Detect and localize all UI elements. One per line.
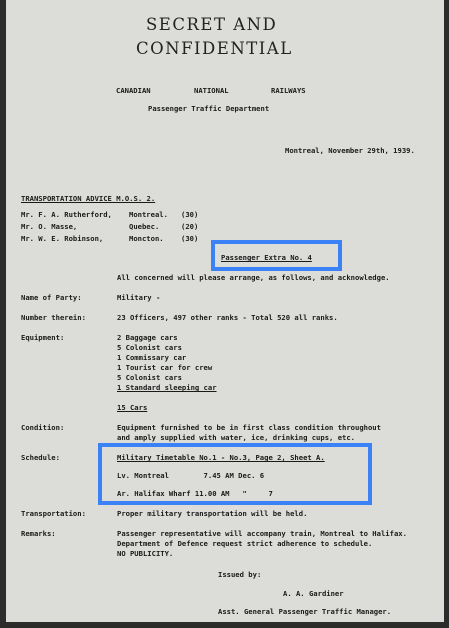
condition-line-2: and amply supplied with water, ice, drinking cups, etc. [117,433,355,442]
highlight-schedule [98,443,372,505]
schedule-departure: Lv. Montreal 7.45 AM Dec. 6 [117,471,265,480]
org-national: NATIONAL [194,86,229,95]
equipment-item: 1 Standard sleeping car [117,383,217,392]
schedule-title: Military Timetable No.1 - No.3, Page 2, Sheet A. [117,453,325,462]
party-value: Military - [117,293,161,302]
title-line-2: CONFIDENTIAL [136,39,293,58]
recipient-3-city: Moncton. [129,234,164,243]
condition-line-1: Equipment furnished to be in first class condition throughout [117,423,381,432]
cars-total: 15 Cars [117,403,148,412]
document-date: Montreal, November 29th, 1939. [285,146,415,155]
remarks-label: Remarks: [21,529,56,538]
number-label: Number therein: [21,313,86,322]
scan-edge-right [444,0,449,628]
equipment-item: 1 Tourist car for crew [117,363,213,372]
transportation-value: Proper military transportation will be held. [117,509,308,518]
remarks-line-1: Passenger representative will accompany train, Montreal to Halifax. [117,529,407,538]
recipient-3-count: (30) [181,234,199,243]
equipment-label: Equipment: [21,333,65,342]
signatory-title: Asst. General Passenger Traffic Manager. [218,607,392,616]
recipient-2-name: Mr. O. Masse, [21,222,78,231]
equipment-item: 5 Colonist cars [117,343,182,352]
equipment-item: 1 Commissary car [117,353,187,362]
advice-heading: TRANSPORTATION ADVICE M.O.S. 2. [21,194,156,203]
transportation-label: Transportation: [21,509,86,518]
instruction-text: All concerned will please arrange, as follows, and acknowledge. [117,273,390,282]
remarks-line-3: NO PUBLICITY. [117,549,174,558]
org-railways: RAILWAYS [271,86,306,95]
recipient-1-name: Mr. F. A. Rutherford, [21,210,112,219]
passenger-extra-title: Passenger Extra No. 4 [221,253,312,262]
number-value: 23 Officers, 497 other ranks - Total 520 all ranks. [117,313,338,322]
recipient-2-city: Quebec. [129,222,160,231]
highlight-passenger-extra [211,240,342,271]
issued-by-label: Issued by: [218,570,262,579]
recipient-3-name: Mr. W. E. Robinson, [21,234,104,243]
recipient-1-city: Montreal. [129,210,168,219]
org-canadian: CANADIAN [116,86,151,95]
signatory-name: A. A. Gardiner [283,589,344,598]
condition-label: Condition: [21,423,65,432]
schedule-label: Schedule: [21,453,60,462]
party-label: Name of Party: [21,293,82,302]
scan-edge-bottom [0,622,449,628]
equipment-item: 5 Colonist cars [117,373,182,382]
title-line-1: SECRET AND [146,15,278,34]
department: Passenger Traffic Department [148,104,270,113]
schedule-arrival: Ar. Halifax Wharf 11.00 AM " 7 [117,489,273,498]
remarks-line-2: Department of Defence request strict adherence to schedule. [117,539,373,548]
recipient-1-count: (30) [181,210,199,219]
equipment-item: 2 Baggage cars [117,333,178,342]
recipient-2-count: (20) [181,222,199,231]
scan-edge-left [0,0,6,628]
